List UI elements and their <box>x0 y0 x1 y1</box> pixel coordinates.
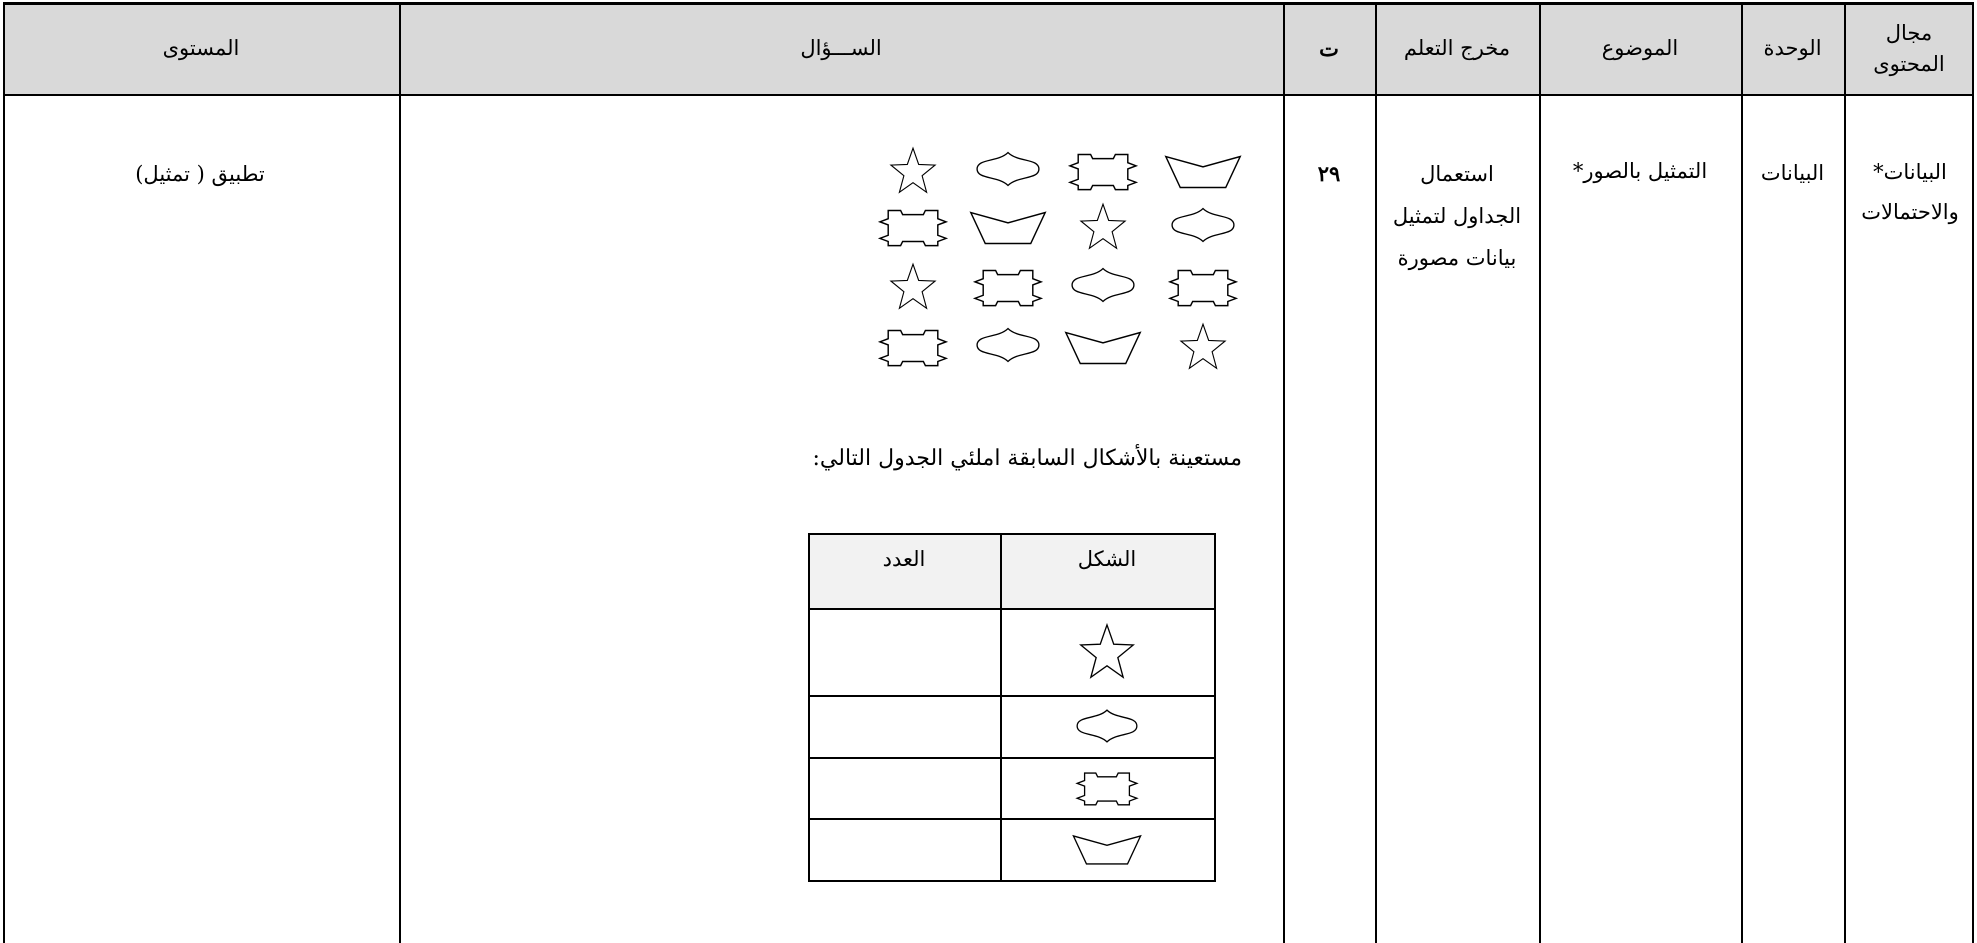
count-table-line <box>808 533 1216 535</box>
header-question: الســـؤال <box>800 36 882 60</box>
question-instruction: مستعينة بالأشكال السابقة املئي الجدول التالي: <box>812 446 1242 471</box>
count-table-line <box>808 608 1216 610</box>
table-star-icon <box>1069 615 1145 689</box>
header-level: المستوى <box>162 36 240 60</box>
count-table-line <box>808 757 1216 759</box>
star-icon <box>1071 196 1135 258</box>
column-divider <box>1844 2 1846 943</box>
cell-learning-outcome: استعمال الجداول لتمثيل بيانات مصورة <box>1392 162 1522 270</box>
count-cell[interactable] <box>808 608 1000 695</box>
count-table <box>808 533 1214 880</box>
cloud-icon <box>1160 196 1246 254</box>
star-icon <box>881 256 945 318</box>
star-icon <box>1171 316 1235 378</box>
count-cell[interactable] <box>808 695 1000 757</box>
count-table-line <box>808 818 1216 820</box>
plaque-icon <box>870 196 956 258</box>
plaque-icon <box>965 256 1051 318</box>
cell-content-domain: *البيانات والاحتمالات <box>1861 160 1959 224</box>
column-divider <box>3 2 5 943</box>
cloud-icon <box>965 316 1051 374</box>
boat-icon <box>1160 140 1246 202</box>
plaque-icon <box>1160 256 1246 318</box>
cell-topic: *التمثيل بالصور <box>1572 159 1708 183</box>
col-header-shape: الشكل <box>1077 547 1137 571</box>
header-content-domain: مجال المحتوى <box>1873 20 1945 76</box>
header-number: ت <box>1319 36 1339 61</box>
column-divider <box>1539 2 1541 943</box>
table-plaque-icon <box>1064 760 1150 816</box>
column-divider <box>399 2 401 943</box>
boat-icon <box>965 196 1051 258</box>
plaque-icon <box>870 316 956 378</box>
cell-level: تطبيق ( تمثيل) <box>135 162 265 186</box>
boat-icon <box>1060 316 1146 378</box>
header-topic: الموضوع <box>1601 36 1679 60</box>
table-border-top <box>3 2 1974 5</box>
header-unit: الوحدة <box>1763 36 1822 60</box>
table-boat-icon <box>1064 821 1150 877</box>
cloud-icon <box>1060 256 1146 314</box>
cell-unit: البيانات <box>1760 161 1825 185</box>
count-cell[interactable] <box>808 818 1000 880</box>
table-cloud-icon <box>1064 698 1150 754</box>
count-cell[interactable] <box>808 757 1000 818</box>
column-divider <box>1283 2 1285 943</box>
count-table-line <box>808 880 1216 882</box>
count-table-line <box>808 695 1216 697</box>
count-table-line <box>1214 533 1216 882</box>
col-header-count: العدد <box>882 547 926 571</box>
plaque-icon <box>1060 140 1146 202</box>
header-divider <box>3 94 1974 96</box>
star-icon <box>881 140 945 202</box>
count-table-line <box>1000 533 1002 882</box>
column-divider <box>1972 2 1974 943</box>
cloud-icon <box>965 140 1051 198</box>
cell-number: ٢٩ <box>1317 161 1341 186</box>
column-divider <box>1375 2 1377 943</box>
header-learning-outcome: مخرج التعلم <box>1403 36 1511 60</box>
column-divider <box>1741 2 1743 943</box>
count-table-line <box>808 533 810 882</box>
